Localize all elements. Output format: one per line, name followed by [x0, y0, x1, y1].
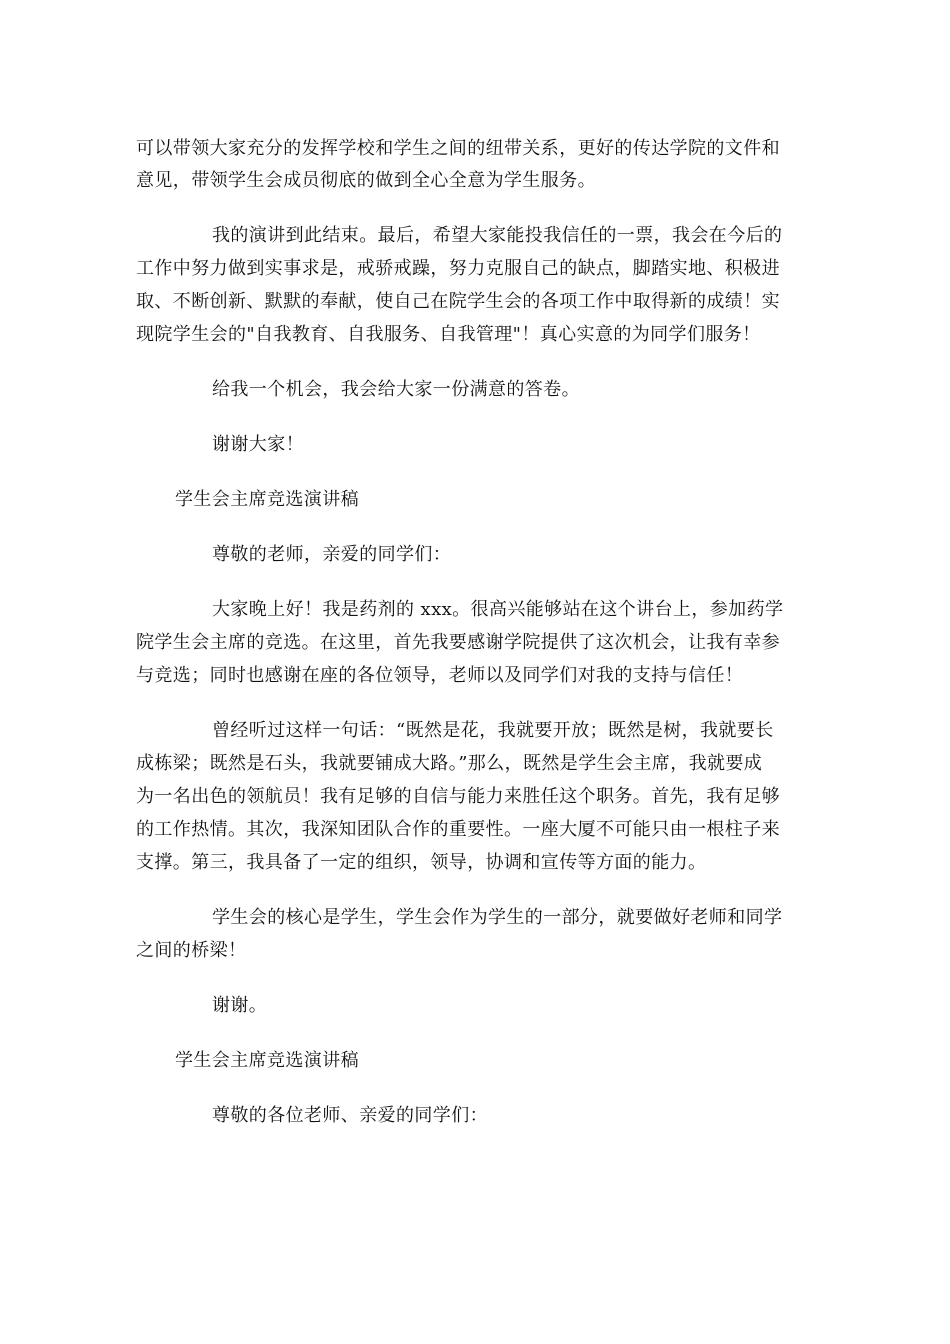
paragraph-line: 工作中努力做到实事求是，戒骄戒躁，努力克服自己的缺点，脚踏实地、积极进 [136, 258, 780, 279]
paragraph-line: 意见，带领学生会成员彻底的做到全心全意为学生服务。 [136, 170, 596, 191]
salutation: 尊敬的老师，亲爱的同学们： [212, 544, 452, 565]
paragraph-line: 为一名出色的领航员！我有足够的自信与能力来胜任这个职务。首先，我有足够 [136, 786, 780, 807]
paragraph-line: 之间的桥梁！ [136, 940, 247, 961]
paragraph-line: 曾经听过这样一句话：“既然是花，我就要开放；既然是树，我就要长 [212, 720, 774, 741]
paragraph-line: 谢谢大家！ [212, 434, 304, 455]
paragraph-line: 我的演讲到此结束。最后，希望大家能投我信任的一票，我会在今后的 [212, 225, 783, 246]
paragraph-line: 大家晚上好！我是药剂的 xxx。很高兴能够站在这个讲台上，参加药学 [212, 599, 784, 620]
paragraph-line: 支撑。第三，我具备了一定的组织，领导，协调和宣传等方面的能力。 [136, 852, 707, 873]
paragraph-line: 取、不断创新、默默的奉献，使自己在院学生会的各项工作中取得新的成绩！实 [136, 291, 780, 312]
paragraph-line: 院学生会主席的竞选。在这里，首先我要感谢学院提供了这次机会，让我有幸参 [136, 632, 780, 653]
paragraph-line: 的工作热情。其次，我深知团队合作的重要性。一座大厦不可能只由一根柱子来 [136, 819, 780, 840]
paragraph-line: 成栋梁；既然是石头，我就要铺成大路。”那么，既然是学生会主席，我就要成 [136, 753, 763, 774]
paragraph-line: 与竞选；同时也感谢在座的各位领导，老师以及同学们对我的支持与信任！ [136, 665, 744, 686]
paragraph-line: 谢谢。 [212, 995, 268, 1016]
salutation: 尊敬的各位老师、亲爱的同学们： [212, 1105, 488, 1126]
section-heading: 学生会主席竞选演讲稿 [175, 489, 359, 510]
paragraph-line: 现院学生会的"自我教育、自我服务、自我管理"！真心实意的为同学们服务！ [136, 324, 761, 345]
paragraph-line: 可以带领大家充分的发挥学校和学生之间的纽带关系，更好的传达学院的文件和 [136, 138, 780, 159]
section-heading: 学生会主席竞选演讲稿 [175, 1050, 359, 1071]
paragraph-line: 学生会的核心是学生，学生会作为学生的一部分，就要做好老师和同学 [212, 907, 783, 928]
paragraph-line: 给我一个机会，我会给大家一份满意的答卷。 [212, 379, 580, 400]
